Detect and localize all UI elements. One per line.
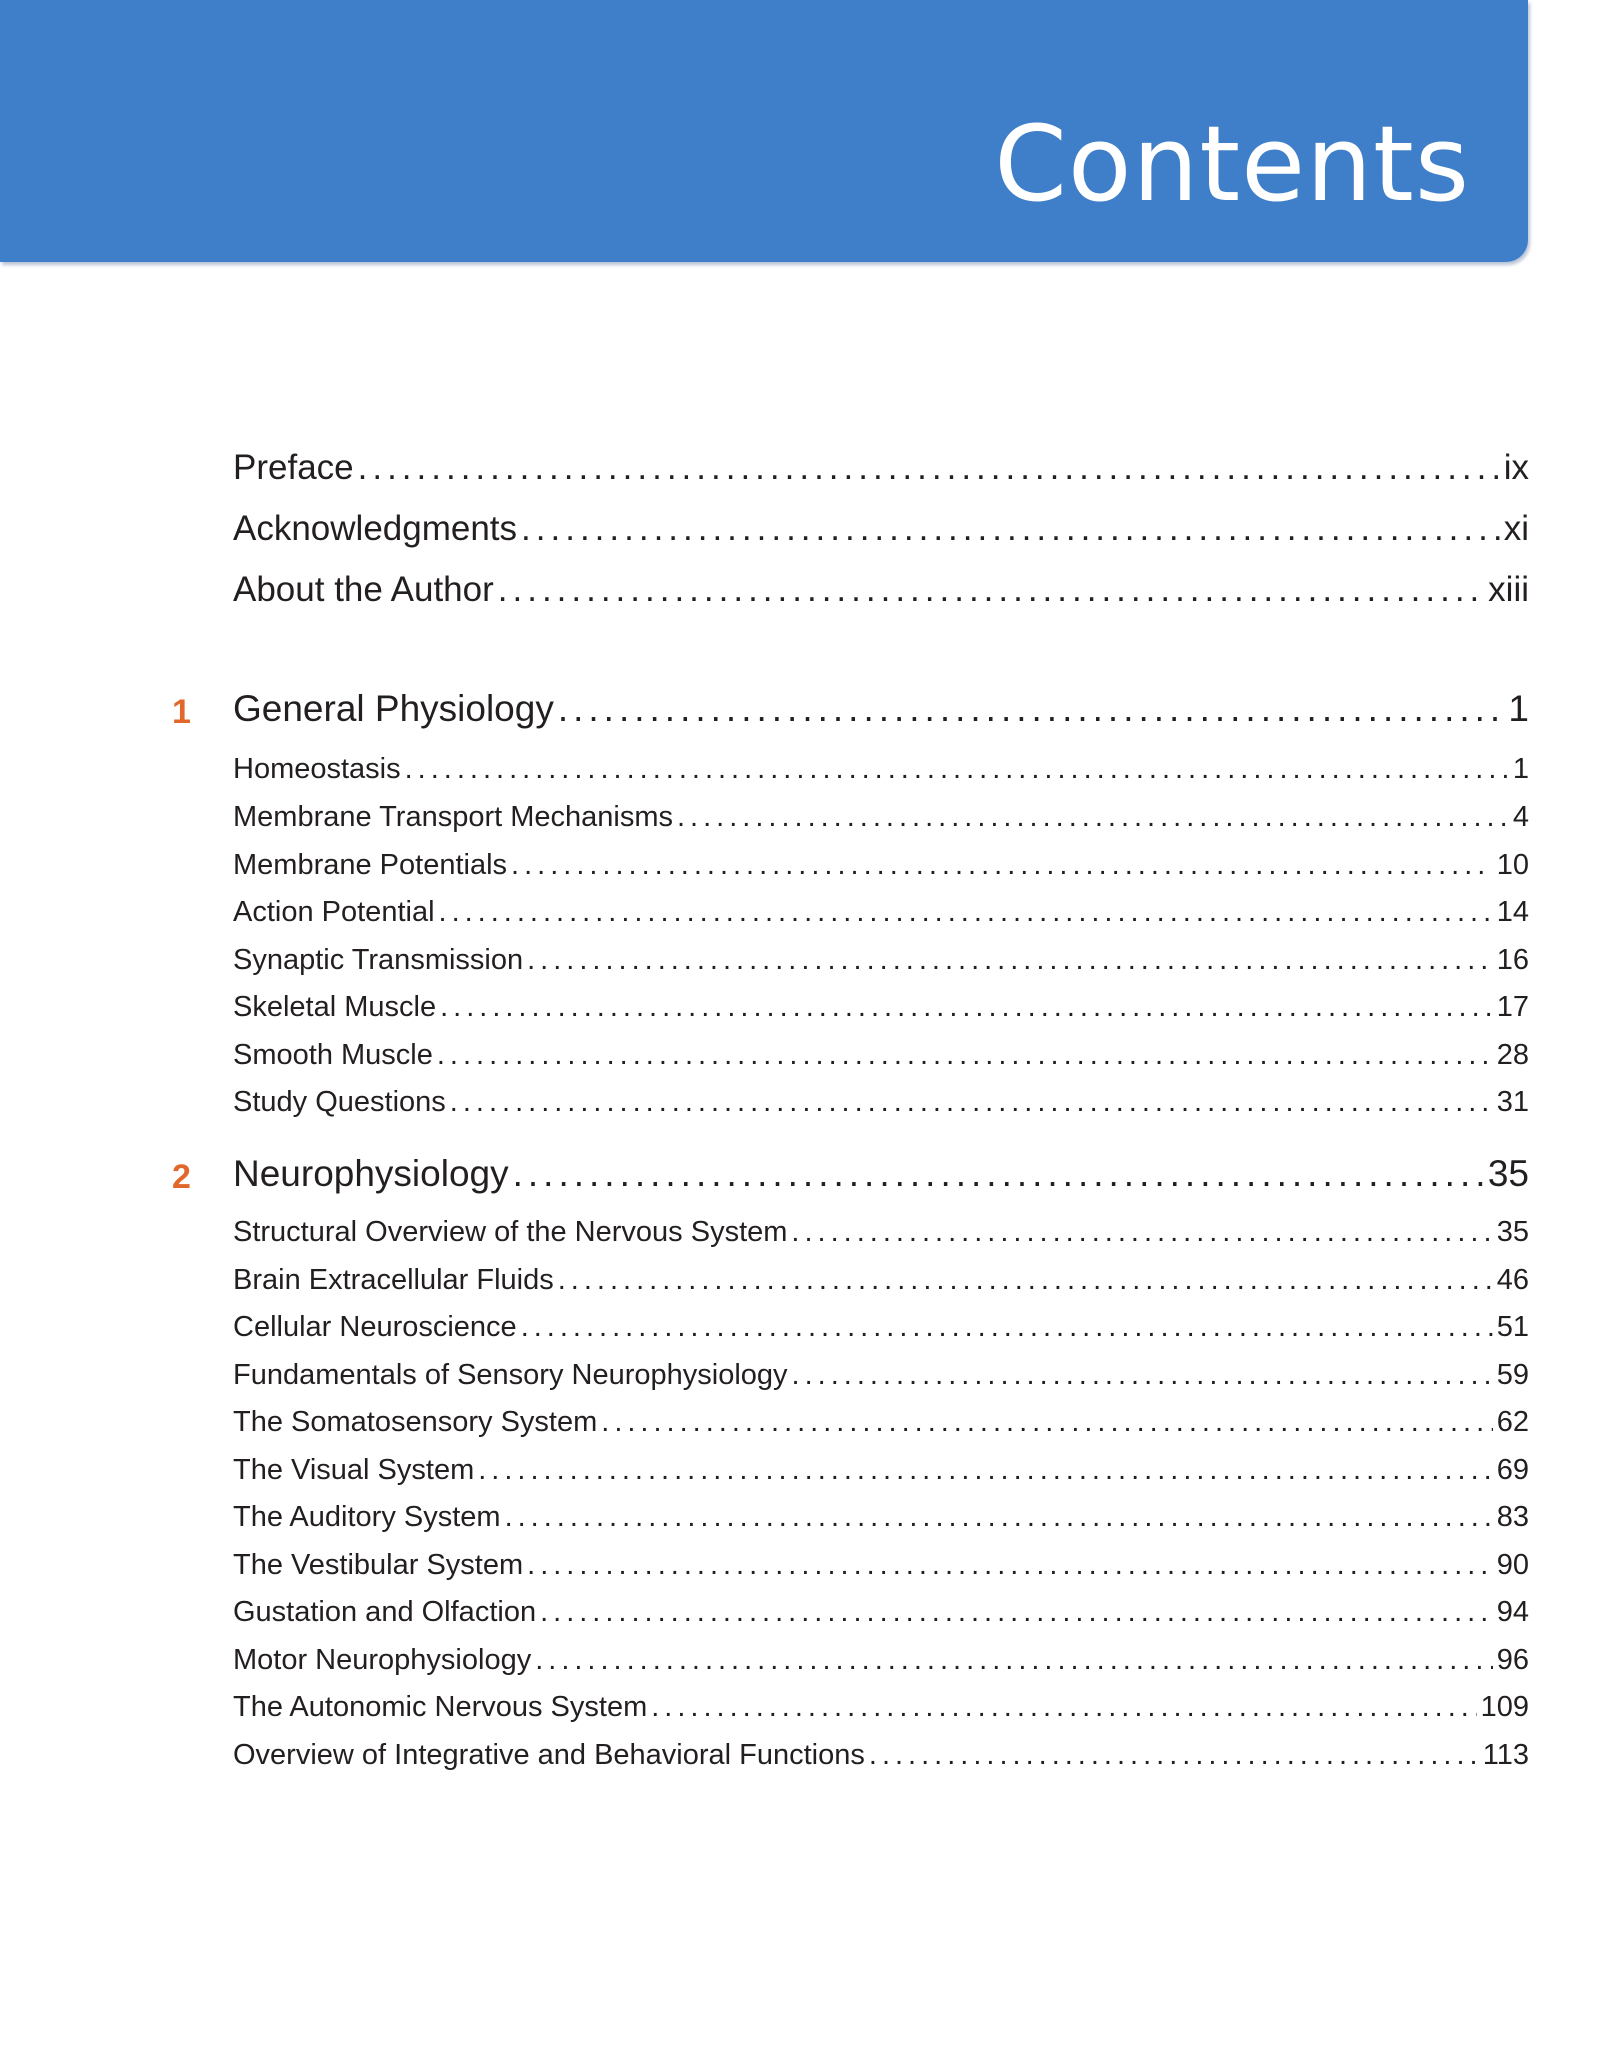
toc-section-page: 113	[1482, 1739, 1529, 1771]
toc-section-page: 31	[1496, 1086, 1529, 1118]
toc-section-label: Skeletal Muscle	[233, 991, 437, 1023]
toc-section-label: Motor Neurophysiology	[233, 1644, 532, 1676]
toc-entry-page: ix	[1503, 448, 1529, 487]
header-band	[0, 0, 1528, 262]
chapter-number: 1	[172, 693, 191, 731]
dot-leader	[791, 1216, 1492, 1249]
dot-leader	[677, 801, 1509, 834]
chapter-title: General Physiology	[233, 688, 554, 729]
toc-section-label: Synaptic Transmission	[233, 944, 524, 976]
toc-section[interactable]	[233, 753, 1529, 786]
dot-leader	[513, 1153, 1484, 1195]
dot-leader	[869, 1739, 1479, 1772]
toc-section-label: The Autonomic Nervous System	[233, 1691, 648, 1723]
toc-section[interactable]	[233, 1739, 1529, 1772]
dot-leader	[440, 991, 1493, 1024]
dot-leader	[358, 448, 1500, 488]
toc-entry-about-the-author[interactable]	[233, 570, 1529, 610]
toc-section[interactable]	[233, 1086, 1529, 1119]
toc-section[interactable]	[233, 1454, 1529, 1487]
toc-section[interactable]	[233, 1644, 1529, 1677]
toc-chapter-2[interactable]	[233, 1153, 1529, 1195]
toc-section[interactable]	[233, 1039, 1529, 1072]
dot-leader	[437, 1039, 1493, 1072]
dot-leader	[601, 1406, 1492, 1439]
dot-leader	[527, 1549, 1493, 1582]
toc-section-label: Action Potential	[233, 896, 435, 928]
toc-section[interactable]	[233, 1359, 1529, 1392]
chapter-title: Neurophysiology	[233, 1153, 509, 1194]
dot-leader	[450, 1086, 1493, 1119]
toc-entry-page: xi	[1503, 509, 1529, 548]
toc-section[interactable]	[233, 944, 1529, 977]
toc-section-page: 96	[1496, 1644, 1529, 1676]
toc-section[interactable]	[233, 1501, 1529, 1534]
toc-section-page: 4	[1512, 801, 1529, 833]
toc-section-label: Fundamentals of Sensory Neurophysiology	[233, 1359, 788, 1391]
toc-section-label: Study Questions	[233, 1086, 446, 1118]
toc-section[interactable]	[233, 896, 1529, 929]
dot-leader	[540, 1596, 1493, 1629]
toc-section[interactable]	[233, 1216, 1529, 1249]
toc-section-page: 46	[1496, 1264, 1529, 1296]
dot-leader	[521, 509, 1500, 549]
dot-leader	[651, 1691, 1476, 1724]
toc-section[interactable]	[233, 1311, 1529, 1344]
toc-section-label: The Auditory System	[233, 1501, 501, 1533]
page-title: Contents	[994, 103, 1470, 225]
toc-entry-label: Preface	[233, 448, 354, 487]
dot-leader	[527, 944, 1493, 977]
toc-section[interactable]	[233, 1549, 1529, 1582]
toc-chapter-1[interactable]	[233, 688, 1529, 730]
dot-leader	[498, 570, 1484, 610]
dot-leader	[558, 1264, 1493, 1297]
toc-entry-label: About the Author	[233, 570, 494, 609]
toc-section[interactable]	[233, 1264, 1529, 1297]
dot-leader	[478, 1454, 1493, 1487]
toc-section-page: 51	[1496, 1311, 1529, 1343]
dot-leader	[535, 1644, 1493, 1677]
toc-section-label: Overview of Integrative and Behavioral Functions	[233, 1739, 865, 1771]
dot-leader	[405, 753, 1509, 786]
dot-leader	[505, 1501, 1493, 1534]
dot-leader	[521, 1311, 1493, 1344]
toc-entry-page: xiii	[1488, 570, 1529, 609]
toc-section-label: Homeostasis	[233, 753, 401, 785]
toc-section-label: Membrane Potentials	[233, 849, 508, 881]
dot-leader	[511, 849, 1493, 882]
toc-section-page: 69	[1496, 1454, 1529, 1486]
toc-section-page: 10	[1496, 849, 1529, 881]
toc-section[interactable]	[233, 1596, 1529, 1629]
toc-section-page: 14	[1496, 896, 1529, 928]
toc-entry-page: 35	[1487, 1153, 1529, 1194]
toc-section-page: 59	[1496, 1359, 1529, 1391]
toc-section-page: 28	[1496, 1039, 1529, 1071]
toc-section-page: 83	[1496, 1501, 1529, 1533]
toc-section-label: The Visual System	[233, 1454, 475, 1486]
dot-leader	[439, 896, 1493, 929]
toc-section-page: 16	[1496, 944, 1529, 976]
toc-section-label: Gustation and Olfaction	[233, 1596, 537, 1628]
chapter-number: 2	[172, 1158, 191, 1196]
toc-section[interactable]	[233, 991, 1529, 1024]
toc-section-label: Structural Overview of the Nervous System	[233, 1216, 788, 1248]
toc-section-page: 90	[1496, 1549, 1529, 1581]
toc-section-label: The Vestibular System	[233, 1549, 524, 1581]
toc-section-label: Membrane Transport Mechanisms	[233, 801, 673, 833]
dot-leader	[558, 688, 1505, 730]
dot-leader	[792, 1359, 1493, 1392]
toc-section-page: 1	[1512, 753, 1529, 785]
toc-entry-preface[interactable]	[233, 448, 1529, 488]
toc-section-label: The Somatosensory System	[233, 1406, 598, 1438]
toc-entry-label: Acknowledgments	[233, 509, 518, 548]
toc-section-page: 17	[1496, 991, 1529, 1023]
toc-section-label: Cellular Neuroscience	[233, 1311, 517, 1343]
toc-section[interactable]	[233, 1406, 1529, 1439]
toc-section[interactable]	[233, 849, 1529, 882]
toc-section-label: Brain Extracellular Fluids	[233, 1264, 554, 1296]
toc-section[interactable]	[233, 801, 1529, 834]
toc-section[interactable]	[233, 1691, 1529, 1724]
toc-entry-acknowledgments[interactable]	[233, 509, 1529, 549]
toc-section-page: 109	[1480, 1691, 1529, 1723]
toc-section-page: 94	[1496, 1596, 1529, 1628]
toc-section-label: Smooth Muscle	[233, 1039, 433, 1071]
toc-section-page: 62	[1496, 1406, 1529, 1438]
toc-section-page: 35	[1496, 1216, 1529, 1248]
toc-entry-page: 1	[1508, 688, 1529, 729]
